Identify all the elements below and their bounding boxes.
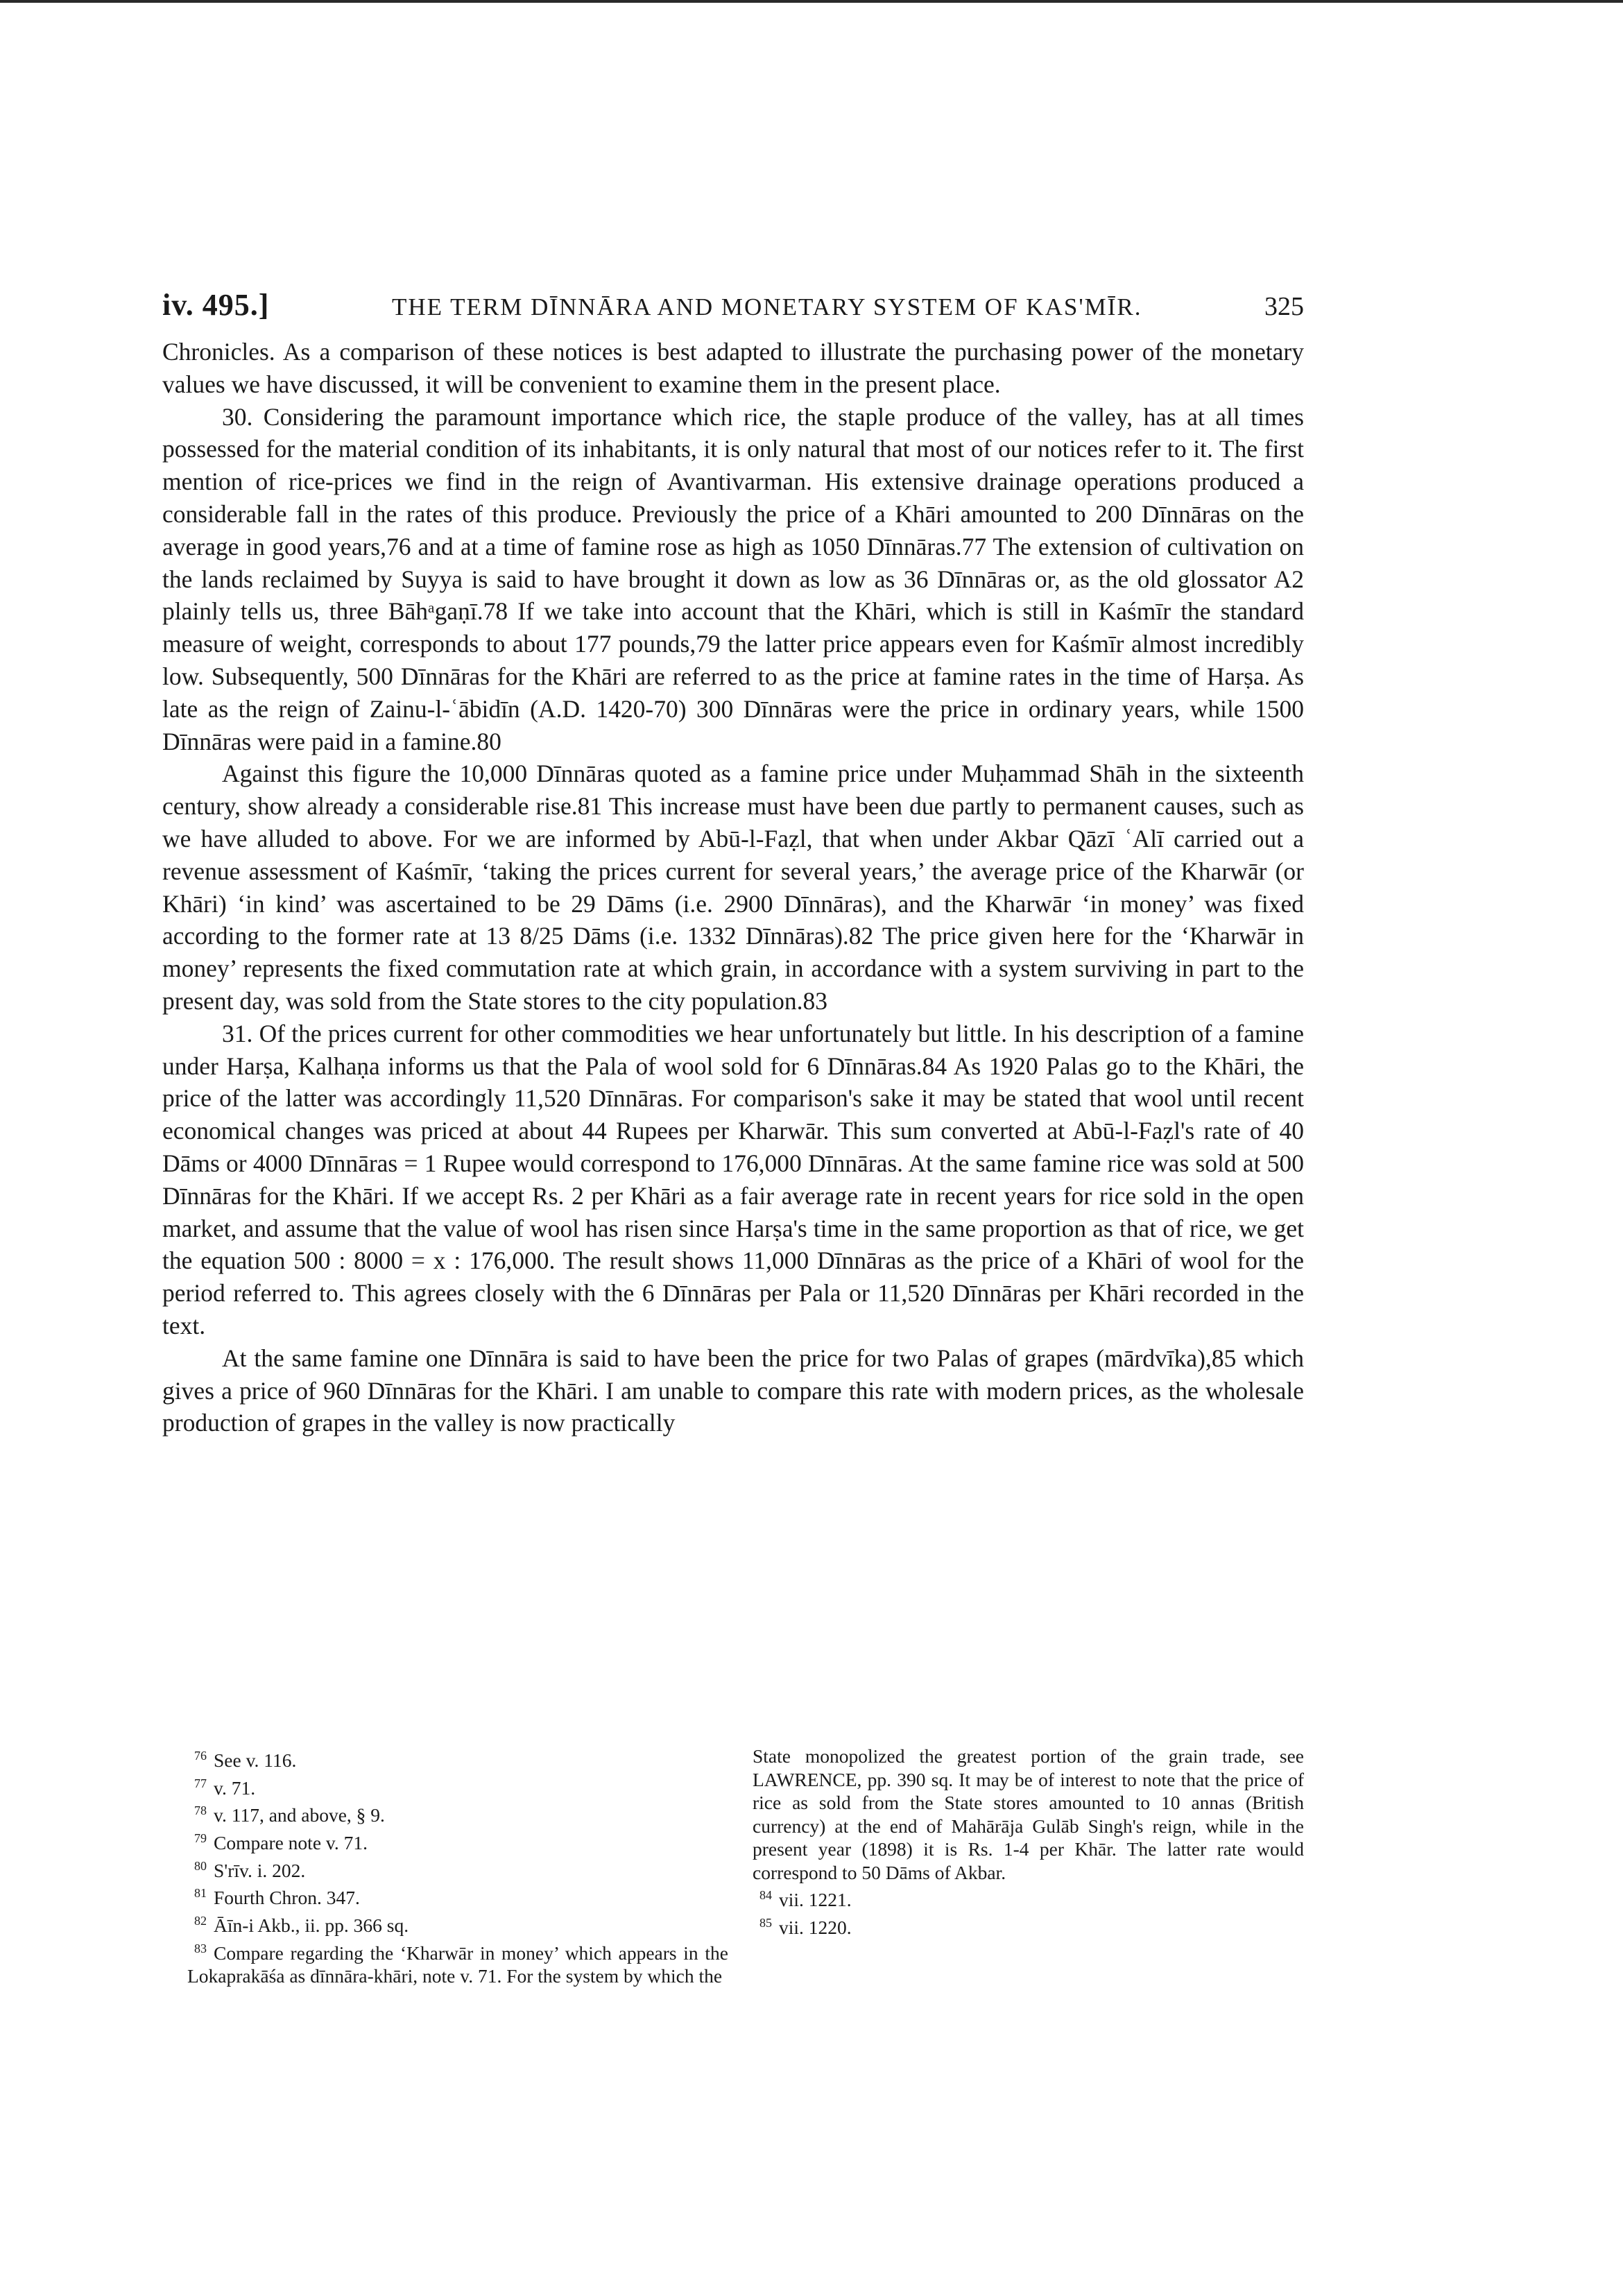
paragraph: 30. Considering the paramount importance which rice, the staple produce of the valley, has at all times possessed for the material condition of its inhabitants, it is only natural that most of our notices refer to it. The first mention of rice-prices we find in the reign of Avantivarman. His extensive drainage operations produced a considerable fall in the rates of this produce. Previously the price of a Khāri amounted to 200 Dīnnāras on the average in good years,76 and at a time of famine rose as high as 1050 Dīnnāras.77 The extension of cultivation on the lands reclaimed by Suyya is said to have brought it down as low as 36 Dīnnāras or, as the old glossator A2 plainly tells us, three Bāhᵃgaṇī.78 If we take into account that the Khāri, which is still in Kaśmīr the standard measure of weight, corresponds to about 177 pounds,79 the latter price appears even for Kaśmīr almost incredibly low. Subsequently, 500 Dīnnāras for the Khāri are referred to as the price at famine rates in the time of Harṣa. As late as the reign of Zainu-l-ʿābidīn (A.D. 1420-70) 300 Dīnnāras were the price in ordinary years, while 1500 Dīnnāras were paid in a famine.80	[162, 402, 1304, 755]
footnote	[753, 1912, 1304, 1939]
footnote-text: vii. 1220.	[779, 1916, 852, 1938]
footnote-text: Compare note v. 71.	[214, 1832, 368, 1854]
footnote-number: 78	[194, 1804, 207, 1818]
running-head	[162, 287, 1304, 330]
footnote-text: v. 117, and above, § 9.	[214, 1804, 385, 1826]
footnote-text: Compare regarding the ‘Kharwār in money’ which appears in the Lokaprakāśa as dīnnāra-khāri, note v. 71. For the system by which the	[187, 1942, 728, 1987]
footnotes	[187, 1745, 1304, 1988]
footnote-text: vii. 1221.	[779, 1889, 852, 1911]
footnote-number: 83	[194, 1941, 207, 1955]
footnote-number: 84	[759, 1888, 772, 1902]
page-content	[162, 287, 1304, 1439]
footnotes-left-column	[187, 1745, 728, 1988]
body-text	[162, 336, 1304, 1439]
footnote	[187, 1745, 728, 1772]
running-title: THE TERM DĪNNĀRA AND MONETARY SYSTEM OF KAS'MĪR.	[391, 293, 1142, 320]
footnote	[187, 1855, 728, 1883]
footnotes-right-column	[753, 1745, 1304, 1988]
footnote-number: 76	[194, 1749, 207, 1763]
page-number: 325	[1264, 292, 1304, 321]
footnote	[753, 1884, 1304, 1912]
footnote-text: See v. 116.	[214, 1749, 297, 1772]
footnote-number: 77	[194, 1776, 207, 1790]
footnote	[187, 1937, 728, 1988]
footnote	[187, 1799, 728, 1827]
footnote-number: 79	[194, 1831, 207, 1845]
footnote-text: S'rīv. i. 202.	[214, 1859, 306, 1881]
footnote-text: Fourth Chron. 347.	[214, 1887, 360, 1909]
top-border-rule	[0, 0, 1623, 3]
paragraph: At the same famine one Dīnnāra is said to have been the price for two Palas of grapes (mārdvīka),85 which gives a price of 960 Dīnnāras for the Khāri. I am unable to compare this rate with modern prices, as the wholesale production of grapes in the valley is now practically	[162, 1344, 1304, 1437]
section-reference: iv. 495.]	[162, 288, 270, 322]
footnote	[187, 1882, 728, 1910]
paragraph: Chronicles. As a comparison of these notices is best adapted to illustrate the purchasing power of the monetary values we have discussed, it will be convenient to examine them in the present place.	[162, 338, 1304, 398]
footnote	[187, 1772, 728, 1800]
paragraph: 31. Of the prices current for other commodities we hear unfortunately but little. In his description of a famine under Harṣa, Kalhaṇa informs us that the Pala of wool sold for 6 Dīnnāras.84 As 1920 Palas go to the Khāri, the price of the latter was accordingly 11,520 Dīnnāras. For comparison's sake it may be stated that wool until recent economical changes was priced at about 44 Rupees per Kharwār. This sum converted at Abū-l-Faẓl's rate of 40 Dāms or 4000 Dīnnāras = 1 Rupee would correspond to 176,000 Dīnnāras. At the same famine rice was sold at 500 Dīnnāras for the Khāri. If we accept Rs. 2 per Khāri as a fair average rate in recent years for rice sold in the open market, and assume that the value of wool has risen since Harṣa's time in the same proportion as that of rice, we get the equation 500 : 8000 = x : 176,000. The result shows 11,000 Dīnnāras as the price of a Khāri of wool for the period referred to. This agrees closely with the 6 Dīnnāras per Pala or 11,520 Dīnnāras per Khāri recorded in the text.	[162, 1019, 1304, 1339]
footnote-text: v. 71.	[214, 1776, 256, 1799]
footnote-text: Āīn-i Akb., ii. pp. 366 sq.	[214, 1914, 409, 1937]
footnote-number: 85	[759, 1915, 772, 1930]
footnote-number: 82	[194, 1913, 207, 1928]
footnote	[187, 1827, 728, 1855]
footnote-number: 81	[194, 1886, 207, 1901]
footnote	[187, 1910, 728, 1937]
footnote-continuation: State monopolized the greatest portion of the grain trade, see LAWRENCE, pp. 390 sq. It may be of interest to note that the price of rice as sold from the State stores amounted to 10 annas (British currency) at the end of Mahārāja Gulāb Singh's reign, while in the present year (1898) it is Rs. 1-4 per Khār. The latter rate would correspond to 50 Dāms of Akbar.	[753, 1745, 1304, 1883]
paragraph: Against this figure the 10,000 Dīnnāras quoted as a famine price under Muḥammad Shāh in the sixteenth century, show already a considerable rise.81 This increase must have been due partly to permanent causes, such as we have alluded to above. For we are informed by Abū-l-Faẓl, that when under Akbar Qāzī ʿAlī carried out a revenue assessment of Kaśmīr, ‘taking the prices current for several years,’ the average price of the Kharwār (or Khāri) ‘in kind’ was ascertained to be 29 Dāms (i.e. 2900 Dīnnāras), and the Kharwār ‘in money’ was fixed according to the former rate at 13 8/25 Dāms (i.e. 1332 Dīnnāras).82 The price given here for the ‘Kharwār in money’ represents the fixed commutation rate at which grain, in accordance with a system surviving in part to the present day, was sold from the State stores to the city population.83	[162, 760, 1304, 1015]
footnote-number: 80	[194, 1858, 207, 1873]
